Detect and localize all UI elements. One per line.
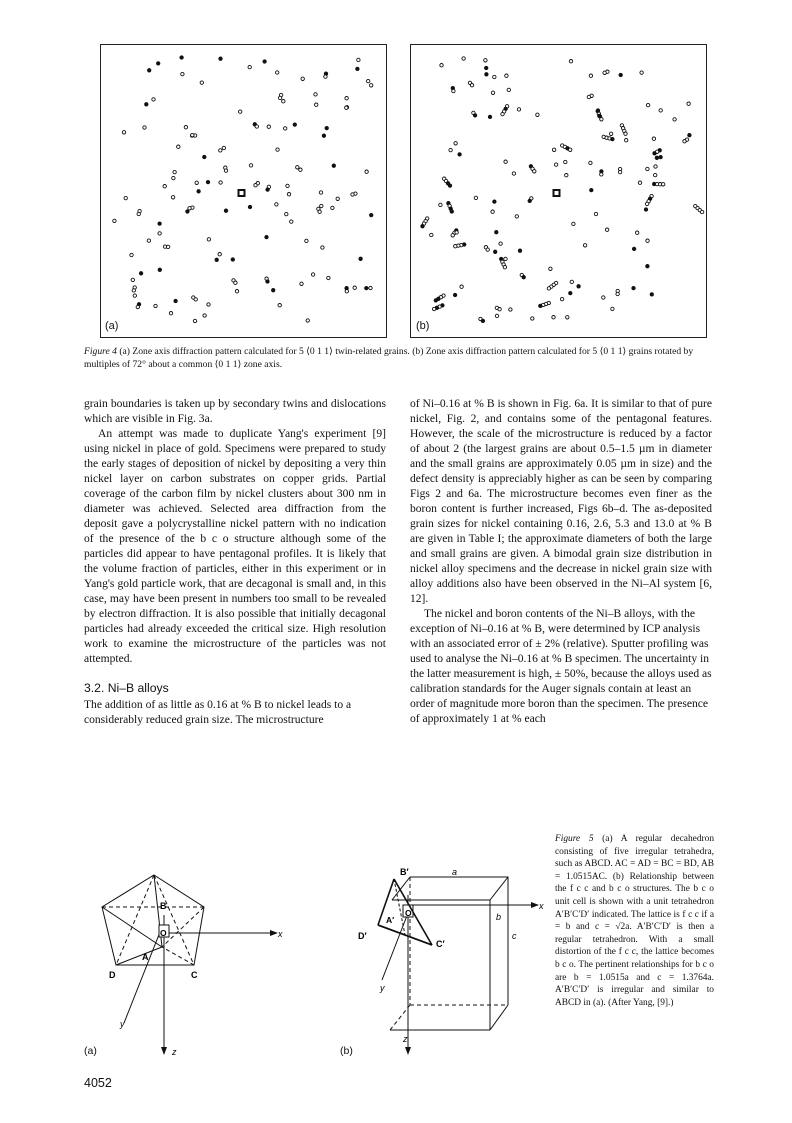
- diffraction-spot: [485, 73, 488, 76]
- diffraction-spot: [345, 97, 348, 100]
- diffraction-spot: [522, 276, 525, 279]
- diffraction-spot: [133, 294, 136, 297]
- label-c: C: [191, 970, 198, 980]
- diffraction-spot: [564, 160, 567, 163]
- diffraction-spot: [218, 253, 221, 256]
- diffraction-spot: [619, 73, 622, 76]
- diffraction-spot: [254, 184, 257, 187]
- diffraction-spot: [113, 219, 116, 222]
- diffraction-spot: [552, 148, 555, 151]
- right-paragraph-1: of Ni–0.16 at % B is shown in Fig. 6a. It is similar to that of pure nickel, Fig. 2, and contains some of the pentagonal features. However, the scale of the microstructure is reduced by a factor of about 2 (the largest grains are about 0.5–1.5 µm in diameter and the small grains are approximately 0.05 µm in size) and the defect density is appreciably higher as can be seen by comparing Figs 2 and 6a. The microstructure becomes even finer as the boron content is further increased, Figs 6b–d. The as-deposited grain sizes for nickel containing 0.16, 2.6, 5.3 and 13.0 at % B are given in Table I; the approximate diameters of both the large and small grains are given. A bimodal grain size distribution in nickel alloy specimens and the decrease in nickel grain size with alloy additions also have been observed in the Ni–Al system [6, 12].: [410, 398, 712, 605]
- diffraction-spot: [577, 285, 580, 288]
- diffraction-spot: [494, 250, 497, 253]
- diffraction-spot: [367, 79, 370, 82]
- diffraction-spot: [505, 74, 508, 77]
- diffraction-spot: [504, 160, 507, 163]
- diffraction-spot: [632, 247, 635, 250]
- diffraction-spot: [296, 166, 299, 169]
- diffraction-spot: [449, 148, 452, 151]
- diffraction-spot: [224, 169, 227, 172]
- diffraction-spot: [569, 148, 572, 151]
- diffraction-spot: [498, 308, 501, 311]
- figure5-panel-a-label: (a): [84, 1045, 97, 1057]
- diffraction-spot: [640, 71, 643, 74]
- diffraction-spot: [590, 188, 593, 191]
- label-d-prime: D′: [358, 931, 367, 941]
- diffraction-spot: [248, 65, 251, 68]
- diffraction-spot: [172, 176, 175, 179]
- diffraction-pattern-b: [411, 45, 706, 337]
- diffraction-spot: [370, 213, 373, 216]
- diffraction-spot: [322, 134, 325, 137]
- diffraction-spot: [351, 193, 354, 196]
- diffraction-spot: [645, 202, 648, 205]
- figure4-panel-b: [410, 44, 707, 338]
- diffraction-spot: [193, 319, 196, 322]
- diffraction-spot: [278, 304, 281, 307]
- label-y-b: y: [380, 983, 385, 993]
- diffraction-spot: [305, 239, 308, 242]
- diffraction-spot: [549, 267, 552, 270]
- diffraction-spot: [276, 71, 279, 74]
- central-beam-center: [555, 191, 559, 195]
- diffraction-spot: [169, 312, 172, 315]
- diffraction-spot: [365, 286, 368, 289]
- diffraction-spot: [239, 110, 242, 113]
- diffraction-spot: [356, 67, 359, 70]
- left-column: [84, 397, 386, 728]
- diffraction-spot: [659, 155, 662, 158]
- diffraction-spot: [152, 98, 155, 101]
- diffraction-spot: [143, 126, 146, 129]
- diffraction-spot: [624, 132, 627, 135]
- diffraction-spot: [147, 239, 150, 242]
- diffraction-spot: [434, 299, 437, 302]
- diffraction-spot: [616, 292, 619, 295]
- panel-a-label: (a): [105, 320, 119, 332]
- diffraction-spot: [632, 286, 635, 289]
- diffraction-spot: [602, 296, 605, 299]
- figure4-caption-text: (a) Zone axis diffraction pattern calculated for 5 ⟨0 1 1⟩ twin-related grains. (b) Zone axis diffraction pattern calculated for 5 ⟨0 1 1⟩ grains rotated by multiples of 72° about a common ⟨0 1 1⟩ zone axis.: [84, 346, 694, 370]
- figure4-panel-a: [100, 44, 387, 338]
- diffraction-spot: [275, 203, 278, 206]
- label-x: x: [278, 929, 283, 939]
- diffraction-spot: [638, 181, 641, 184]
- diffraction-spot: [644, 208, 647, 211]
- diffraction-spot: [319, 191, 322, 194]
- diffraction-spot: [314, 93, 317, 96]
- diffraction-spot: [587, 95, 590, 98]
- diffraction-spot: [320, 204, 323, 207]
- diffraction-spot: [605, 228, 608, 231]
- diffraction-spot: [177, 145, 180, 148]
- label-z: z: [172, 1047, 177, 1057]
- diffraction-spot: [566, 316, 569, 319]
- label-a: A: [142, 952, 149, 962]
- left-paragraph-3: The addition of as little as 0.16 at % B to nickel leads to a considerably reduced grain size. The microstructure: [84, 699, 352, 726]
- figure5-decahedron: [84, 855, 314, 1060]
- diffraction-spot: [504, 257, 507, 260]
- diffraction-spot: [282, 100, 285, 103]
- diffraction-spot: [452, 89, 455, 92]
- diffraction-spot: [267, 125, 270, 128]
- diffraction-spot: [131, 278, 134, 281]
- diffraction-spot: [515, 215, 518, 218]
- left-paragraph-2: An attempt was made to duplicate Yang's experiment [9] using nickel in place of gold. Specimens were prepared to study the early stages of deposition of nickel by depositing a very thin nickel layer on carbon substrates on copper grids. Partial coverage of the carbon film by nickel clusters about 300 nm in diameter was achieved. Selected area diffraction from the deposit gave a polycrystalline nickel pattern with no indication of the presence of the b c o structure although some of the particles did appear to have pentagonal profiles. It is likely that the volume fraction of particles, either in this experiment or in Yang's gold particle work, that are decagonal is small and, in this case, may have been present in numbers too small to be revealed by electron diffraction. It is also possible that initially decagonal particles had already exceeded the critical size. High resolution work to examine the microstructure of the particles was not attempted.: [84, 428, 386, 665]
- diffraction-spot: [276, 148, 279, 151]
- diffraction-spot: [332, 164, 335, 167]
- diffraction-spot: [454, 245, 457, 248]
- diffraction-spot: [345, 290, 348, 293]
- diffraction-spot: [432, 307, 435, 310]
- diffraction-spot: [136, 305, 139, 308]
- diffraction-spot: [278, 96, 281, 99]
- diffraction-spot: [421, 225, 424, 228]
- diffraction-spot: [173, 170, 176, 173]
- diffraction-spot: [306, 319, 309, 322]
- diffraction-spot: [231, 258, 234, 261]
- diffraction-spot: [609, 132, 612, 135]
- diffraction-spot: [195, 181, 198, 184]
- diffraction-spot: [265, 235, 268, 238]
- figure5-caption: [555, 833, 714, 1009]
- diffraction-spot: [266, 280, 269, 283]
- label-lattice-a: a: [452, 867, 458, 877]
- diffraction-spot: [191, 133, 194, 136]
- diffraction-spot: [145, 103, 148, 106]
- diffraction-spot: [536, 113, 539, 116]
- diffraction-spot: [499, 242, 502, 245]
- figure4-caption-lead: Figure 4: [84, 346, 117, 357]
- diffraction-spot: [488, 115, 491, 118]
- diffraction-spot: [659, 109, 662, 112]
- diffraction-spot: [158, 222, 161, 225]
- diffraction-spot: [460, 285, 463, 288]
- diffraction-spot: [345, 106, 348, 109]
- label-o: O: [160, 928, 167, 938]
- label-b-prime: B′: [400, 867, 409, 877]
- label-o-b: O: [405, 908, 412, 918]
- right-paragraph-2: The nickel and boron contents of the Ni–B alloys, with the exception of Ni–0.16 at % B, were determined by ICP analysis with an associated error of ± 2% (relative). Sputter profiling was used to analyse the Ni–0.16 at % B specimen. The uncertainty in the latter measurement is high, ± 50%, because the alloys used as calibration standards for the Auger signals contain at least an order of magnitude more boron than the specimen. The presence of approximately 1 at % each: [410, 608, 712, 725]
- diffraction-spot: [287, 193, 290, 196]
- diffraction-spot: [655, 156, 658, 159]
- diffraction-spot: [618, 170, 621, 173]
- diffraction-spot: [603, 71, 606, 74]
- diffraction-spot: [625, 139, 628, 142]
- diffraction-spot: [509, 308, 512, 311]
- section-heading: 3.2. Ni–B alloys: [84, 681, 169, 695]
- diffraction-spot: [646, 239, 649, 242]
- diffraction-spot: [184, 126, 187, 129]
- diffraction-spot: [491, 91, 494, 94]
- diffraction-spot: [554, 163, 557, 166]
- diffraction-spot: [207, 238, 210, 241]
- diffraction-spot: [462, 57, 465, 60]
- diffraction-spot: [673, 118, 676, 121]
- diffraction-spot: [486, 248, 489, 251]
- diffraction-spot: [600, 173, 603, 176]
- diffraction-spot: [174, 299, 177, 302]
- diffraction-spot: [122, 131, 125, 134]
- diffraction-spot: [139, 272, 142, 275]
- diffraction-spot: [653, 152, 656, 155]
- diffraction-spot: [299, 168, 302, 171]
- diffraction-spot: [369, 286, 372, 289]
- diffraction-spot: [491, 210, 494, 213]
- diffraction-spot: [248, 205, 251, 208]
- diffraction-spot: [290, 220, 293, 223]
- diffraction-spot: [503, 266, 506, 269]
- diffraction-spot: [518, 249, 521, 252]
- diffraction-spot: [596, 109, 599, 112]
- diffraction-spot: [293, 123, 296, 126]
- diffraction-spot: [327, 276, 330, 279]
- diffraction-spot: [594, 212, 597, 215]
- diffraction-spot: [359, 257, 362, 260]
- diffraction-spot: [650, 293, 653, 296]
- diffraction-spot: [124, 196, 127, 199]
- label-c-prime: C′: [436, 939, 445, 949]
- diffraction-spot: [219, 149, 222, 152]
- diffraction-spot: [547, 287, 550, 290]
- diffraction-spot: [197, 190, 200, 193]
- diffraction-spot: [200, 81, 203, 84]
- diffraction-spot: [186, 210, 189, 213]
- label-lattice-c: c: [512, 931, 517, 941]
- diffraction-spot: [652, 137, 655, 140]
- diffraction-spot: [560, 297, 563, 300]
- diffraction-spot: [321, 246, 324, 249]
- figure5-caption-lead: Figure 5: [555, 834, 594, 844]
- diffraction-spot: [263, 60, 266, 63]
- diffraction-spot: [440, 64, 443, 67]
- diffraction-spot: [501, 112, 504, 115]
- diffraction-spot: [654, 173, 657, 176]
- diffraction-spot: [598, 114, 601, 117]
- diffraction-spot: [451, 234, 454, 237]
- diffraction-spot: [455, 231, 458, 234]
- diffraction-spot: [219, 181, 222, 184]
- diffraction-spot: [458, 153, 461, 156]
- diffraction-spot: [531, 317, 534, 320]
- diffraction-spot: [318, 210, 321, 213]
- diffraction-spot: [683, 140, 686, 143]
- central-beam-center: [240, 191, 244, 195]
- diffraction-spot: [203, 155, 206, 158]
- diffraction-spot: [646, 103, 649, 106]
- diffraction-spot: [286, 184, 289, 187]
- diffraction-spot: [495, 314, 498, 317]
- diffraction-spot: [365, 170, 368, 173]
- diffraction-spot: [430, 233, 433, 236]
- diffraction-spot: [325, 126, 328, 129]
- diffraction-spot: [481, 319, 484, 322]
- diffraction-spot: [300, 282, 303, 285]
- diffraction-spot: [700, 210, 703, 213]
- diffraction-spot: [272, 289, 275, 292]
- diffraction-spot: [662, 183, 665, 186]
- diffraction-spot: [507, 88, 510, 91]
- diffraction-spot: [448, 184, 451, 187]
- diffraction-spot: [158, 268, 161, 271]
- figure4-caption: [84, 345, 714, 371]
- diffraction-spot: [569, 291, 572, 294]
- diffraction-spot: [188, 207, 191, 210]
- diffraction-spot: [235, 290, 238, 293]
- diffraction-spot: [569, 60, 572, 63]
- figure5-bco-cell: [340, 855, 550, 1060]
- diffraction-spot: [180, 56, 183, 59]
- diffraction-spot: [357, 58, 360, 61]
- diffraction-spot: [646, 265, 649, 268]
- label-d: D: [109, 970, 116, 980]
- diffraction-spot: [453, 293, 456, 296]
- diffraction-spot: [611, 307, 614, 310]
- diffraction-spot: [450, 210, 453, 213]
- diffraction-spot: [207, 303, 210, 306]
- diffraction-spot: [130, 253, 133, 256]
- diffraction-spot: [194, 298, 197, 301]
- diffraction-spot: [285, 212, 288, 215]
- label-lattice-b: b: [496, 912, 502, 922]
- diffraction-spot: [353, 286, 356, 289]
- diffraction-spot: [284, 127, 287, 130]
- diffraction-spot: [215, 258, 218, 261]
- diffraction-spot: [206, 180, 209, 183]
- diffraction-spot: [181, 72, 184, 75]
- diffraction-spot: [158, 232, 161, 235]
- diffraction-spot: [370, 84, 373, 87]
- label-z-b: z: [403, 1034, 408, 1044]
- label-x-b: x: [539, 901, 544, 911]
- diffraction-spot: [454, 142, 457, 145]
- left-paragraph-1: grain boundaries is taken up by secondary twins and dislocations which are visible in Fig. 3a.: [84, 398, 386, 425]
- figure5-panel-b-label: (b): [340, 1045, 353, 1057]
- diffraction-spot: [171, 196, 174, 199]
- diffraction-spot: [654, 165, 657, 168]
- diffraction-spot: [163, 185, 166, 188]
- diffraction-spot: [533, 170, 536, 173]
- diffraction-spot: [203, 314, 206, 317]
- diffraction-spot: [611, 137, 614, 140]
- diffraction-spot: [485, 66, 488, 69]
- diffraction-spot: [589, 161, 592, 164]
- diffraction-spot: [249, 164, 252, 167]
- diffraction-spot: [157, 62, 160, 65]
- figure5-caption-text: (a) A regular decahedron consisting of five irregular tetrahedra, such as ABCD. AC = AD = BC = BD, AB = 1.0515AC. (b) Relationship between the f c c and b c o structures. The b c o unit cell is shown with a unit tetrahedron A′B′C′D′ indicated. The lattice is f c c if a = b and c = √2a. A′B′C′D′ is then a regular tetrahedron. With a small distortion of the f c c, the lattice becomes b c o. The pertinent relationships for b c o are b = 1.0515a and c = 1.3764a. A′B′C′D′ is irregular and similar to ABCD in (a). (After Yang, [9].): [555, 834, 715, 1008]
- diffraction-spot: [154, 304, 157, 307]
- diffraction-spot: [132, 289, 135, 292]
- panel-b-label: (b): [416, 320, 430, 332]
- diffraction-spot: [439, 203, 442, 206]
- diffraction-spot: [219, 57, 222, 60]
- diffraction-spot: [565, 174, 568, 177]
- label-a-prime: A′: [386, 915, 395, 925]
- right-column: [410, 397, 712, 727]
- diffraction-spot: [589, 74, 592, 77]
- diffraction-spot: [636, 231, 639, 234]
- diffraction-spot: [646, 167, 649, 170]
- diffraction-spot: [688, 134, 691, 137]
- diffraction-spot: [474, 196, 477, 199]
- page-number: 4052: [84, 1076, 112, 1090]
- label-y: y: [120, 1019, 125, 1029]
- label-b: B: [160, 901, 167, 911]
- diffraction-spot: [493, 200, 496, 203]
- diffraction-spot: [222, 146, 225, 149]
- diffraction-spot: [315, 103, 318, 106]
- diffraction-spot: [336, 197, 339, 200]
- diffraction-spot: [255, 125, 258, 128]
- diffraction-spot: [572, 222, 575, 225]
- diffraction-spot: [324, 75, 327, 78]
- diffraction-spot: [234, 281, 237, 284]
- diffraction-spot: [583, 244, 586, 247]
- diffraction-spot: [570, 280, 573, 283]
- diffraction-spot: [512, 172, 515, 175]
- diffraction-spot: [137, 212, 140, 215]
- diffraction-pattern-a: [101, 45, 386, 337]
- diffraction-spot: [311, 273, 314, 276]
- diffraction-spot: [493, 75, 496, 78]
- diffraction-spot: [166, 245, 169, 248]
- diffraction-spot: [224, 209, 227, 212]
- diffraction-spot: [484, 59, 487, 62]
- diffraction-spot: [473, 114, 476, 117]
- diffraction-spot: [331, 206, 334, 209]
- diffraction-spot: [687, 102, 690, 105]
- diffraction-spot: [552, 316, 555, 319]
- diffraction-spot: [528, 199, 531, 202]
- diffraction-spot: [517, 108, 520, 111]
- diffraction-spot: [495, 231, 498, 234]
- diffraction-spot: [470, 84, 473, 87]
- diffraction-spot: [600, 118, 603, 121]
- diffraction-spot: [148, 69, 151, 72]
- pentagon-outline: [102, 875, 204, 965]
- y-axis: [124, 927, 162, 1023]
- diffraction-spot: [266, 188, 269, 191]
- diffraction-spot: [301, 77, 304, 80]
- diffraction-spot: [539, 304, 542, 307]
